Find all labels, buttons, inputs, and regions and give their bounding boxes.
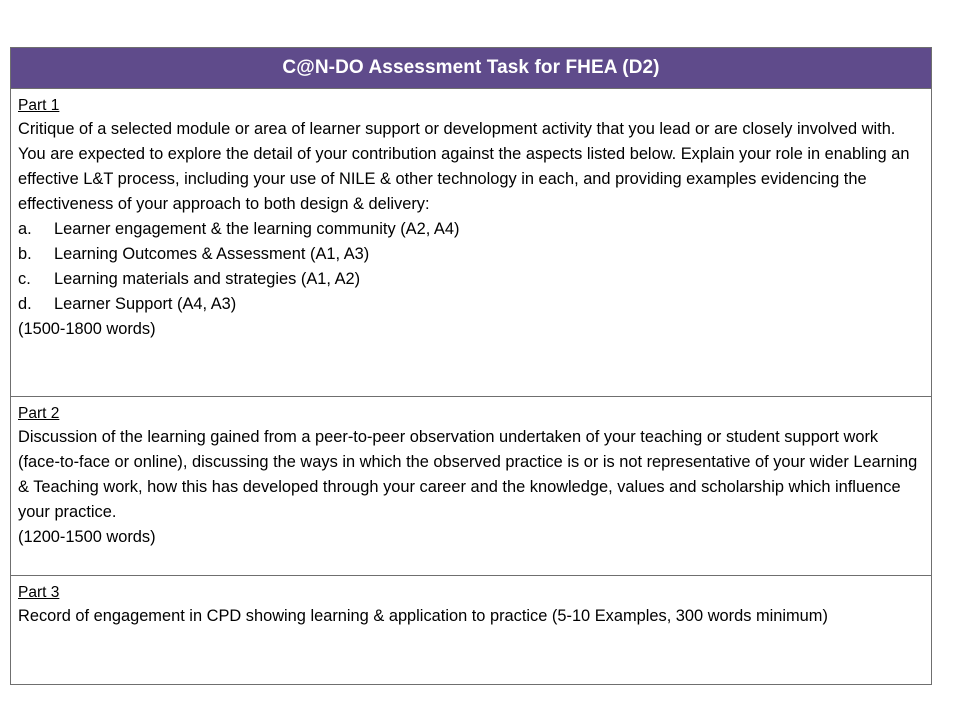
list-item <box>18 292 923 317</box>
assessment-task-table <box>10 47 932 685</box>
part-3-cell <box>11 576 932 685</box>
list-letter: a. <box>18 220 32 238</box>
part-1-cell <box>11 89 932 397</box>
part-3-row <box>11 576 932 685</box>
list-item <box>18 217 923 242</box>
list-item <box>18 267 923 292</box>
part-1-row <box>11 89 932 397</box>
list-letter: b. <box>18 245 32 263</box>
part-2-description: Discussion of the learning gained from a peer-to-peer observation undertaken of your teaching or student support work (face-to-face or online), discussing the ways in which the observed practice is or is not representative of your wider Learning & Teaching work, how this has developed through your career and the knowledge, values and scholarship which influence your practice. <box>18 428 918 521</box>
list-text: Learner engagement & the learning community (A2, A4) <box>54 220 460 238</box>
table-title: C@N-DO Assessment Task for FHEA (D2) <box>11 48 932 89</box>
list-item <box>18 242 923 267</box>
part-1-description: Critique of a selected module or area of learner support or development activity that you lead or are closely involved with. You are expected to explore the detail of your contribution against the aspects listed below. Explain your role in enabling an effective L&T process, including your use of NILE & other technology in each, and providing examples evidencing the effectiveness of your approach to both design & delivery: <box>18 120 910 213</box>
list-letter: c. <box>18 270 31 288</box>
part-2-title: Part 2 <box>18 405 60 422</box>
part-2-word-count: (1200-1500 words) <box>18 528 156 546</box>
part-1-title: Part 1 <box>18 97 60 114</box>
part-2-cell <box>11 397 932 576</box>
part-1-word-count: (1500-1800 words) <box>18 320 156 338</box>
header-row <box>11 48 932 89</box>
list-text: Learner Support (A4, A3) <box>54 295 237 313</box>
list-text: Learning Outcomes & Assessment (A1, A3) <box>54 245 370 263</box>
list-text: Learning materials and strategies (A1, A2) <box>54 270 361 288</box>
part-3-title: Part 3 <box>18 584 60 601</box>
list-letter: d. <box>18 295 32 313</box>
part-3-description: Record of engagement in CPD showing learning & application to practice (5-10 Examples, 300 words minimum) <box>18 607 828 625</box>
part-2-row <box>11 397 932 576</box>
